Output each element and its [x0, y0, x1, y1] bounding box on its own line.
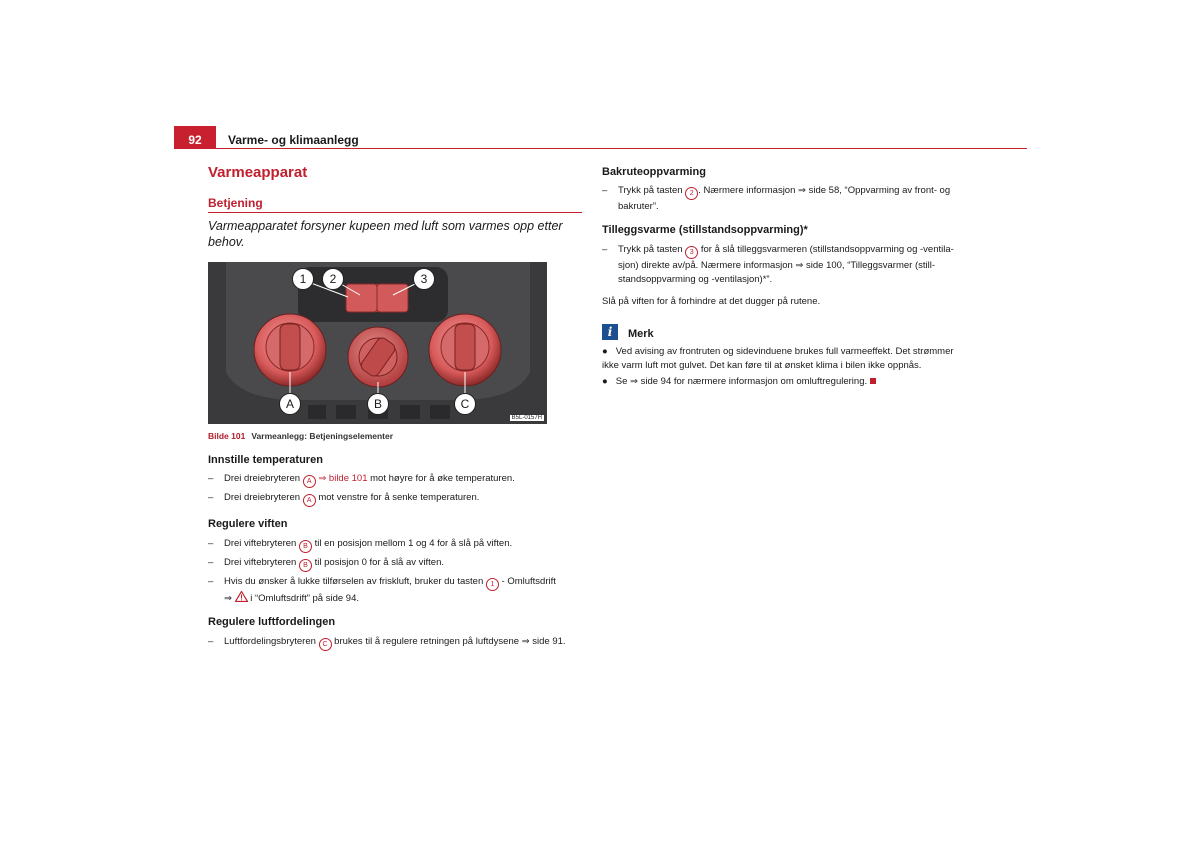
section-title-fan: Regulere viften	[208, 518, 288, 530]
page-number: 92	[174, 126, 216, 148]
callout-C: C	[454, 393, 476, 415]
mark-B: B	[299, 540, 312, 553]
section-title-aux-heater: Tilleggsvarme (stillstandsoppvarming)*	[602, 224, 808, 236]
note-item: ● Se ⇒ side 94 for nærmere informasjon om omluftregulering.	[602, 375, 992, 389]
section-title-rear-window: Bakruteoppvarming	[602, 166, 706, 178]
section-heading: Varmeapparat	[208, 164, 308, 181]
info-icon: i	[602, 324, 618, 340]
heater-control-figure	[208, 262, 547, 424]
callout-B: B	[367, 393, 389, 415]
caption-text: Varmeanlegg: Betjeningselementer	[251, 431, 394, 441]
section-title-temperature: Innstille temperaturen	[208, 454, 323, 466]
mark-C: C	[319, 638, 332, 651]
caption-label: Bilde 101	[208, 431, 246, 441]
subsection-rule	[208, 212, 582, 213]
chapter-title: Varme- og klimaanlegg	[228, 133, 359, 147]
list-item: – Drei viftebryteren B til posisjon 0 for å slå av viften.	[208, 556, 588, 572]
header-rule	[174, 148, 1027, 149]
end-marker	[870, 378, 876, 384]
callout-1: 1	[292, 268, 314, 290]
callout-2: 2	[322, 268, 344, 290]
note-title: Merk	[628, 328, 654, 340]
note-item: ● Ved avising av frontruten og sidevinduene brukes full varmeeffekt. Det strømmer ikke varm luft mot gulvet. Det kan føre til at ønsket klima i bilen ikke oppnås.	[602, 346, 954, 371]
list-item: – Trykk på tasten 3 for å slå tilleggsvarmeren (stillstandsoppvarming og -ventila- sjon) direkte av/på. Nærmere informasjon ⇒ side 100, “Tilleggsvarmer (still- standsoppvarming og -ventilasjon)*”.	[602, 244, 954, 285]
callout-A: A	[279, 393, 301, 415]
intro-text: Varmeapparatet forsyner kupeen med luft som varmes opp etter behov.	[208, 219, 563, 249]
mark-3: 3	[685, 246, 698, 259]
list-item: – Luftfordelingsbryteren C brukes til å regulere retningen på luftdysene ⇒ side 91.	[208, 635, 588, 651]
mark-A: A	[303, 475, 316, 488]
paragraph: Slå på viften for å forhindre at det dugger på rutene.	[602, 296, 821, 307]
list-item: – Hvis du ønsker å lukke tilførselen av friskluft, bruker du tasten 1 - Omluftsdrift ⇒ i “Omluftsdrift” på side 94.	[208, 576, 556, 604]
subsection-heading: Betjening	[208, 196, 263, 210]
figure-code: B5L-0157H	[511, 415, 542, 421]
figure-link[interactable]: ⇒ bilde 101	[318, 473, 368, 484]
list-item: – Drei dreiebryteren A mot venstre for å senke temperaturen.	[208, 491, 588, 507]
list-item: – Drei dreiebryteren A ⇒ bilde 101 mot høyre for å øke temperaturen.	[208, 472, 588, 488]
list-item: – Drei viftebryteren B til en posisjon mellom 1 og 4 for å slå på viften.	[208, 537, 588, 553]
warning-icon	[235, 591, 248, 602]
mark-B: B	[299, 559, 312, 572]
section-title-airflow: Regulere luftfordelingen	[208, 616, 336, 628]
mark-A: A	[303, 494, 316, 507]
list-item: – Trykk på tasten 2 . Nærmere informasjon ⇒ side 58, “Oppvarming av front- og bakruter”.	[602, 185, 951, 212]
mark-1: 1	[486, 578, 499, 591]
figure-caption	[208, 431, 393, 441]
mark-2: 2	[685, 187, 698, 200]
callout-3: 3	[413, 268, 435, 290]
